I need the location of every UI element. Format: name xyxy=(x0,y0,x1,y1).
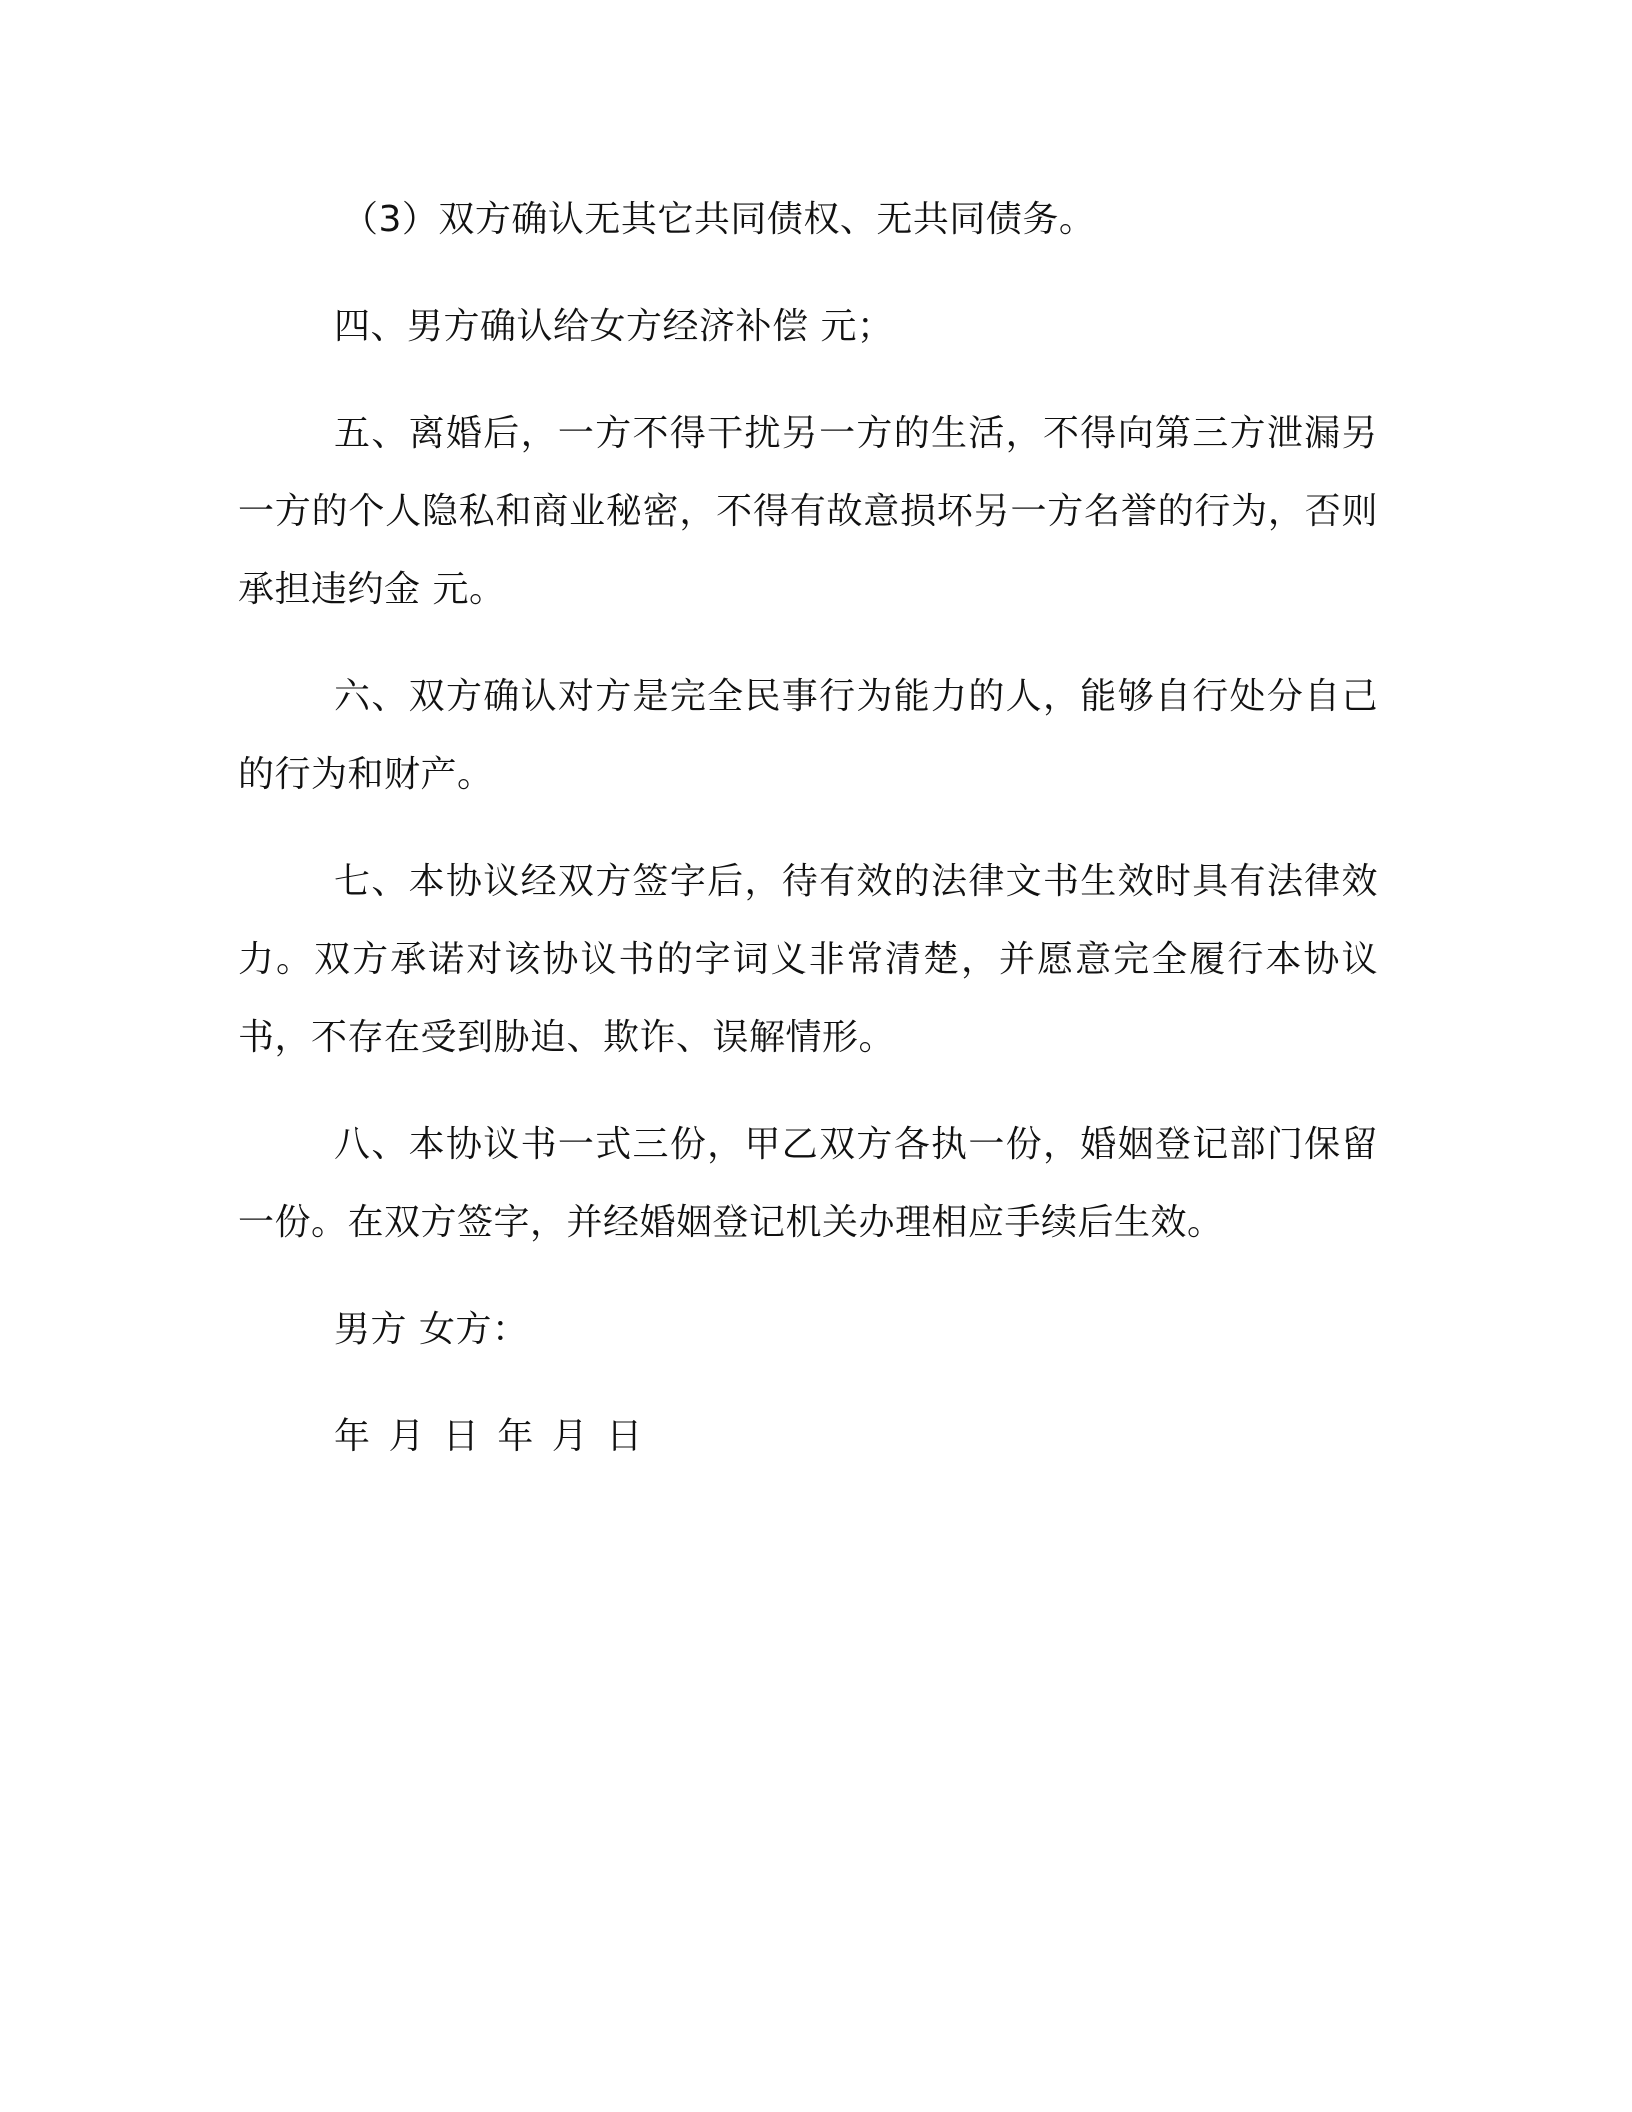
clause-seven-effect: 七、本协议经双方签字后，待有效的法律文书生效时具有法律效力。双方承诺对该协议书的字词义非常清楚，并愿意完全履行本协议书，不存在受到胁迫、欺诈、误解情形。 xyxy=(238,861,1378,1058)
clause-3-sub-item: （3）双方确认无其它共同债权、无共同债务。 xyxy=(342,199,1096,240)
clause-six-capacity: 六、双方确认对方是完全民事行为能力的人，能够自行处分自己的行为和财产。 xyxy=(238,676,1378,795)
clause-eight-copies: 八、本协议书一式三份，甲乙双方各执一份，婚姻登记部门保留一份。在双方签字，并经婚姻登记机关办理相应手续后生效。 xyxy=(238,1124,1378,1243)
signature-line: 男方 女方： xyxy=(334,1309,529,1350)
document-body xyxy=(238,181,1378,1505)
clause-four-compensation: 四、男方确认给女方经济补偿 元； xyxy=(334,306,894,347)
date-line: 年 月 日 年 月 日 xyxy=(334,1416,643,1457)
clause-five-privacy: 五、离婚后，一方不得干扰另一方的生活，不得向第三方泄漏另一方的个人隐私和商业秘密，不得有故意损坏另一方名誉的行为，否则承担违约金 元。 xyxy=(238,413,1378,610)
